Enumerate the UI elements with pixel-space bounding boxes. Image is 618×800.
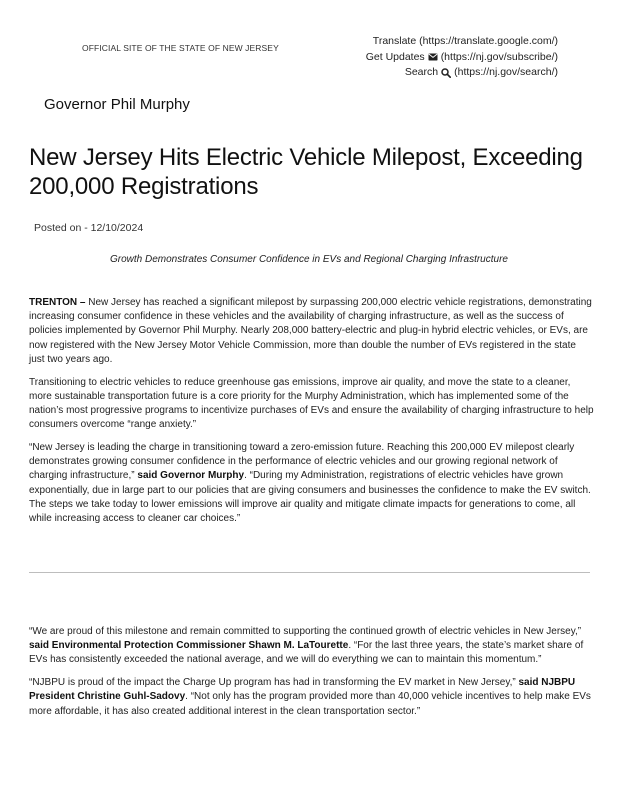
dateline: TRENTON – [29,297,86,308]
quote-attribution-commissioner: said Environmental Protection Commissioner Shawn M. LaTourette [29,640,349,652]
subheadline: Growth Demonstrates Consumer Confidence in EVs and Regional Charging Infrastructure [110,254,508,265]
section-divider [29,572,590,573]
article-body-bottom [29,625,594,727]
paragraph-5-text-a: “NJBPU is proud of the impact the Charge Up program has had in transforming the EV market in New Jersey,” [29,677,519,689]
quote-attribution-njbpu: said NJBPU President Christine Guhl-Sadovy [29,677,576,703]
get-updates-label: Get Updates [365,50,425,63]
get-updates-link[interactable] [366,50,558,66]
paragraph-5 [29,676,594,719]
get-updates-url: (https://nj.gov/subscribe/) [440,50,558,63]
paragraph-3-text-a: “New Jersey is leading the charge in transitioning toward a zero-emission future. Reaching this 200,000 EV milepost clearly demonstrates growing consumer confidence in the performance of electric vehicles and our growing regional network of charging infrastructure,” [29,442,575,482]
paragraph-3-text-b: . “During my Administration, registrations of electric vehicles have grown exponentially, due in large part to our policies that are giving consumers and businesses the confidence to make the EV switch. The steps we take today to lower emissions will improve air quality and mitigate climate impacts for generations to come, all while increasing access to cleaner car choices.” [29,470,591,525]
paragraph-4-text-a: “We are proud of this milestone and remain committed to supporting the continued growth of electric vehicles in New Jersey,” [29,626,582,637]
quote-attribution-governor: said Governor Murphy [137,470,245,482]
translate-link[interactable]: Translate (https://translate.google.com/) [372,35,558,47]
envelope-icon [428,52,438,62]
posted-date: Posted on - 12/10/2024 [34,222,144,234]
paragraph-4-text-b: . “For the last three years, the state’s market share of EVs has consistently exceeded the national average, and we will do everything we can to maintain this momentum.” [29,640,584,666]
page-title: New Jersey Hits Electric Vehicle Milepost, Exceeding 200,000 Registrations [29,144,583,200]
search-label: Search [404,66,439,78]
official-site-label: OFFICIAL SITE OF THE STATE OF NEW JERSEY [82,43,279,53]
paragraph-3 [29,441,594,526]
paragraph-1 [29,296,594,367]
paragraph-4 [29,625,594,668]
header-links [366,34,558,81]
article-body-top [29,296,594,535]
search-link[interactable] [366,65,558,81]
paragraph-5-text-b: . “Not only has the program provided more than 40,000 vehicle incentives to help make EVs more affordable, it has also created additional interest in the clean transportation sector.” [29,691,591,717]
search-icon [441,68,451,78]
search-url: (https://nj.gov/search/) [454,66,558,78]
governor-name[interactable]: Governor Phil Murphy [44,96,190,113]
paragraph-1-text: New Jersey has reached a significant milepost by surpassing 200,000 electric vehicle registrations, demonstrating increasing consumer confidence in these vehicles and the availability of charging infrastructure, as well as the success of policies implemented by Governor Phil Murphy. Nearly 208,000 battery-electric and plug-in hybrid electric vehicles, or EVs, are now registered with the New Jersey Motor Vehicle Commission, more than double the number of EVs registered in the state just two years ago. [29,297,592,365]
paragraph-2: Transitioning to electric vehicles to reduce greenhouse gas emissions, improve air quality, and move the state to a cleaner, more sustainable transportation future is a core priority for the Murphy Administration, which has implemented some of the nation’s most progressive programs to incentivize purchases of EVs and ensure the availability of charging infrastructure to help consumers overcome “range anxiety.” [29,376,594,431]
